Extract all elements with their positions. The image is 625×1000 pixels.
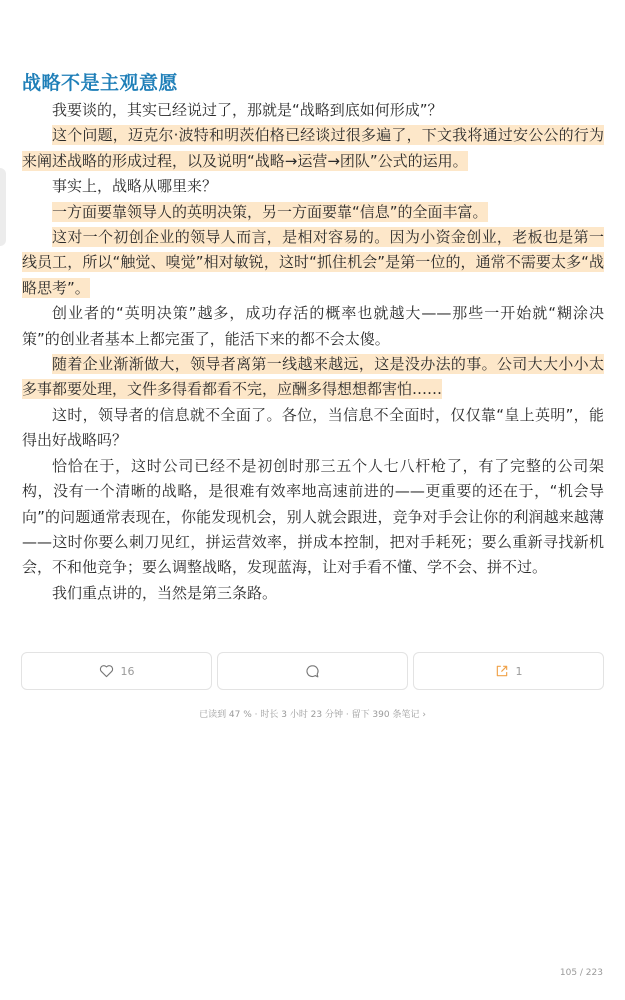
- paragraph-text: 创业者的“英明决策”越多，成功存活的概率也就越大——那些一开始就“糊涂决策”的创业者基本上都完蛋了，能活下来的都不会太傻。: [22, 304, 604, 348]
- paragraph: [22, 581, 604, 606]
- side-edge-handle[interactable]: [0, 168, 6, 246]
- paragraph: [22, 352, 604, 403]
- paragraph: [22, 403, 604, 454]
- share-button[interactable]: [413, 652, 604, 690]
- highlighted-text[interactable]: 一方面要靠领导人的英明决策，另一方面要靠“信息”的全面丰富。: [52, 202, 488, 221]
- action-bar: [21, 652, 604, 690]
- paragraph: [22, 174, 604, 199]
- paragraph-text: 这时，领导者的信息就不全面了。各位，当信息不全面时，仅仅靠“皇上英明”，能得出好战略吗？: [22, 405, 604, 450]
- heart-icon: [99, 664, 114, 678]
- paragraph: [22, 123, 604, 174]
- paragraph-text: 我们重点讲的，当然是第三条路。: [52, 583, 278, 602]
- paragraph-text: 我要谈的，其实已经说过了，那就是“战略到底如何形成”？: [52, 101, 443, 119]
- comment-icon: [305, 664, 320, 679]
- highlighted-text[interactable]: 这对一个初创企业的领导人而言，是相对容易的。因为小资金创业，老板也是第一线员工，所以“触觉、嗅觉”相对敏锐，这时“抓住机会”是第一位的，通常不需要太多“战略思考”。: [22, 228, 604, 297]
- chapter-title: 战略不是主观意愿: [22, 72, 179, 94]
- highlighted-text[interactable]: 这个问题，迈克尔·波特和明茨伯格已经谈过很多遍了，下文我将通过安公公的行为来阐述战略的形成过程，以及说明“战略→运营→团队”公式的运用。: [22, 126, 604, 170]
- like-button[interactable]: [21, 652, 212, 690]
- share-count: 1: [515, 664, 523, 678]
- paragraph: [22, 200, 604, 225]
- paragraph-text: 事实上，战略从哪里来？: [52, 177, 218, 196]
- share-icon: [495, 664, 509, 678]
- article-body: [22, 98, 604, 606]
- paragraph: [22, 225, 604, 301]
- highlighted-text[interactable]: 随着企业渐渐做大，领导者离第一线越来越远，这是没办法的事。公司大大小小太多事都要处理，文件多得看都看不完，应酬多得想想都害怕……: [22, 355, 604, 399]
- comment-button[interactable]: [217, 652, 408, 690]
- paragraph: [22, 301, 604, 352]
- paragraph: [22, 98, 604, 123]
- reading-status[interactable]: 已读到 47 % · 时长 3 小时 23 分钟 · 留下 390 条笔记 ›: [199, 710, 426, 720]
- page-number: 105 / 223: [559, 968, 603, 978]
- paragraph: [22, 454, 604, 581]
- like-count: 16: [120, 664, 135, 678]
- paragraph-text: 恰恰在于，这时公司已经不是初创时那三五个人七八杆枪了，有了完整的公司架构，没有一个清晰的战略，是很难有效率地高速前进的——更重要的还在于，“机会导向”的问题通常表现在，你能发现机会，别人就会跟进，竞争对手会让你的利润越来越薄——这时你要么刺刀见红，拼运营效率，拼成本控制，把对手耗死；要么重新寻找新机会，不和他竞争；要么调整战略，发现蓝海，让对手看不懂、学不会、拼不过。: [22, 456, 604, 577]
